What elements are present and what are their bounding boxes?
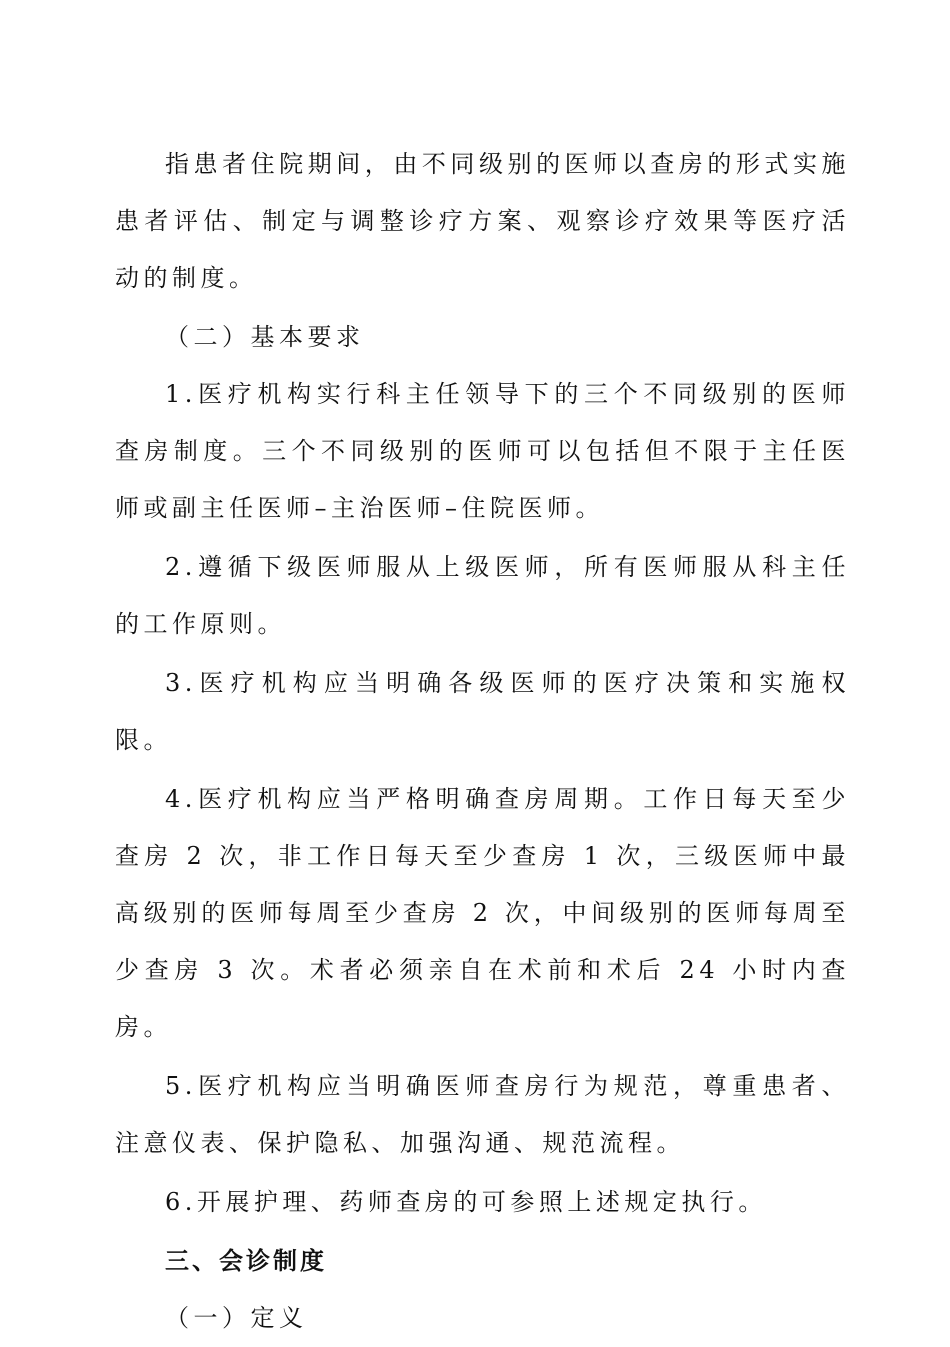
requirement-5: 5.医疗机构应当明确医师查房行为规范，尊重患者、注意仪表、保护隐私、加强沟通、规范流程。 [115,1072,850,1157]
requirement-2: 2.遵循下级医师服从上级医师，所有医师服从科主任的工作原则。 [115,553,850,638]
requirement-6: 6.开展护理、药师查房的可参照上述规定执行。 [165,1188,767,1216]
intro-paragraph: 指患者住院期间，由不同级别的医师以查房的形式实施患者评估、制定与调整诊疗方案、观察诊疗效果等医疗活动的制度。 [115,150,850,292]
section-definition: （一）定义 [165,1304,308,1332]
requirement-3: 3.医疗机构应当明确各级医师的医疗决策和实施权限。 [115,669,850,754]
section-basic-requirements: （二）基本要求 [165,323,365,351]
requirement-1: 1.医疗机构实行科主任领导下的三个不同级别的医师查房制度。三个不同级别的医师可以包括但不限于主任医师或副主任医师–主治医师–住院医师。 [115,380,850,522]
requirement-4: 4.医疗机构应当严格明确查房周期。工作日每天至少查房 2 次，非工作日每天至少查房 1 次，三级医师中最高级别的医师每周至少查房 2 次，中间级别的医师每周至少查房 3 次。术者必须亲自在术前和术后 24 小时内查房。 [115,785,850,1041]
document-page [115,136,850,1347]
chapter-heading: 三、会诊制度 [165,1247,327,1275]
